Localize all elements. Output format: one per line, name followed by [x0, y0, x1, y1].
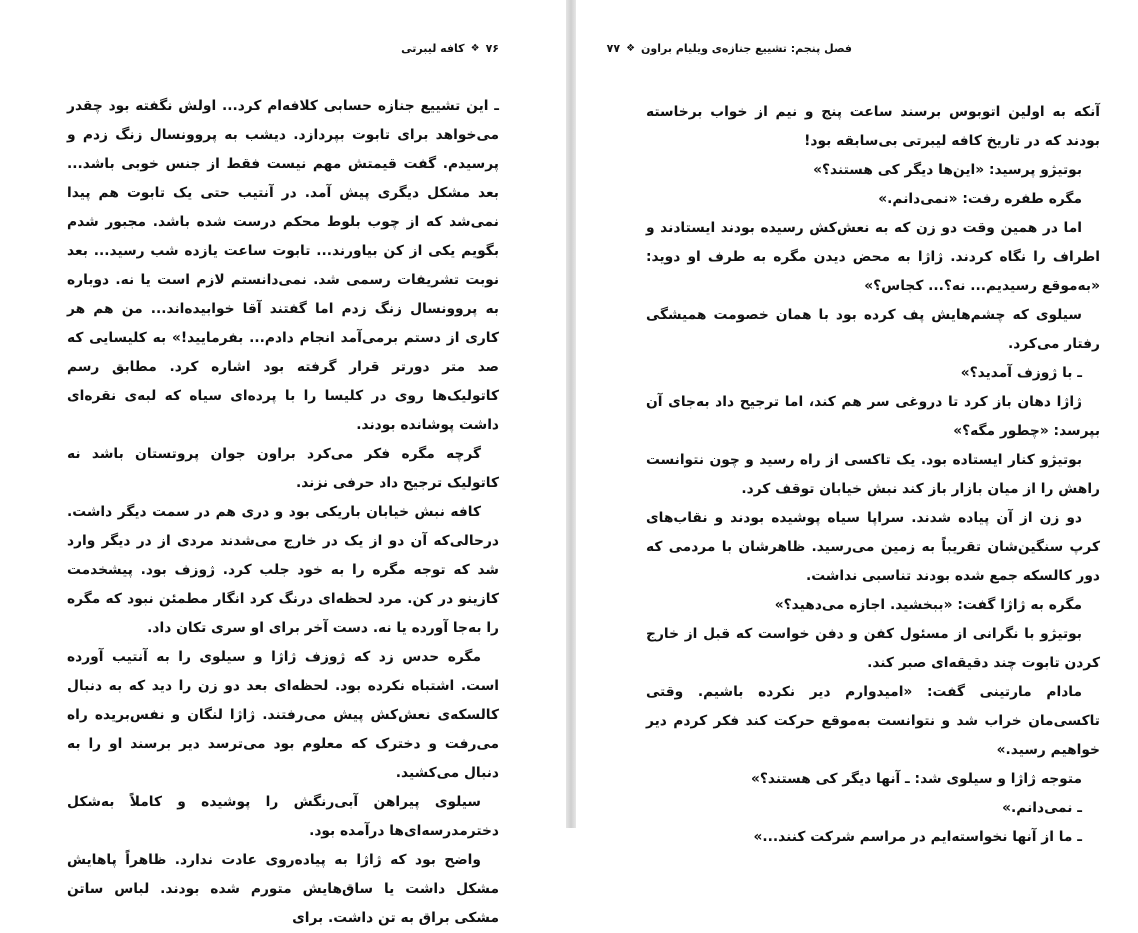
- paragraph: اما در همین وقت دو زن که به نعش‌کش رسیده بودند ایستادند و اطراف را نگاه کردند. ژاژا به محض دیدن مگره به طرف او دوید: «به‌موقع رسیدیم... نه؟... کجاس؟»: [646, 220, 1100, 294]
- left-page-header: [401, 42, 499, 55]
- diamond-separator-icon: ❖: [470, 43, 480, 54]
- paragraph: مگره به ژاژا گفت: «ببخشید. اجازه می‌دهید؟»: [774, 597, 1082, 613]
- right-page-body: [646, 98, 1100, 852]
- paragraph: کافه نبش خیابان باریکی بود و دری هم در سمت دیگر داشت. درحالی‌که آن دو از یک در خارج می‌شدند مردی از در دیگر وارد شد که توجه مگره را به خود جلب کرد. ژوزف بود. پیشخدمت کازینو در کن. مرد لحظه‌ای درنگ کرد انگار مطمئن نبود که مگره را به‌جا آورده یا نه. دست آخر برای او سری تکان داد.: [67, 504, 499, 636]
- paragraph: گرچه مگره فکر می‌کرد براون جوان پروتستان باشد نه کاتولیک ترجیح داد حرفی نزند.: [67, 446, 499, 491]
- left-page-body: [67, 92, 499, 933]
- right-page-header: [607, 42, 852, 55]
- book-title: کافه لیبرتی: [401, 42, 465, 55]
- paragraph: متوجه ژاژا و سیلوی شد: ـ آنها دیگر کی هستند؟»: [751, 771, 1082, 787]
- right-page: [576, 0, 1138, 845]
- book-spine-gutter: [566, 0, 576, 828]
- paragraph: واضح بود که ژاژا به پیاده‌روی عادت ندارد. ظاهراً پاهایش مشکل داشت یا ساق‌هایش متورم شده بودند. لباس ساتن مشکی براق به تن داشت. برای: [67, 852, 499, 926]
- left-page: [0, 0, 566, 926]
- left-page-number: ۷۶: [485, 42, 499, 55]
- paragraph: بوتیژو پرسید: «این‌ها دیگر کی هستند؟»: [813, 162, 1082, 178]
- paragraph: بوتیژو کنار ایستاده بود. یک تاکسی از راه رسید و چون نتوانست راهش را از میان بازار باز کند نبش خیابان توقف کرد.: [646, 452, 1100, 497]
- paragraph: ـ ما از آنها نخواسته‌ایم در مراسم شرکت کنند...»: [753, 829, 1082, 845]
- paragraph: بوتیژو با نگرانی از مسئول کفن و دفن خواست که قبل از خارج کردن تابوت چند دقیقه‌ای صبر کند.: [646, 626, 1100, 671]
- paragraph: دو زن از آن پیاده شدند. سراپا سیاه پوشیده بودند و نقاب‌های کرپ سنگین‌شان تقریباً به زمین می‌رسید. ظاهرشان با مردمی که دور کالسکه جمع شده بودند تناسبی نداشت.: [646, 510, 1100, 584]
- paragraph: سیلوی پیراهن آبی‌رنگش را پوشیده و کاملاً به‌شکل دخترمدرسه‌ای‌ها درآمده بود.: [67, 794, 499, 839]
- diamond-separator-icon: ❖: [626, 43, 636, 54]
- paragraph: ـ این تشییع جنازه حسابی کلافه‌ام کرد... اولش نگفته بود چقدر می‌خواهد برای تابوت بپردازد. دیشب به پروونسال زنگ زدم و پرسیدم. گفت قیمتش مهم نیست فقط از جنس خوبی باشد... بعد مشکل دیگری پیش آمد. در آنتیب حتی یک تابوت هم پیدا نمی‌شد که از چوب بلوط محکم درست شده باشد. مجبور شدم بگویم یکی از کن بیاورند... تابوت ساعت یازده شب رسید... بعد نوبت تشریفات رسمی شد. نمی‌دانستم لازم است یا نه. دوباره به پروونسال زنگ زدم اما گفتند آقا خوابیده‌اند... من هم هر کاری از دستم برمی‌آمد انجام دادم... بفرمایید!» به کلیسایی که صد متر دورتر قرار گرفته بود اشاره کرد. مطابق رسم کاتولیک‌ها روی در کلیسا را با پرده‌ای سیاه که لبه‌ی نقره‌ای داشت پوشانده بودند.: [67, 98, 499, 433]
- paragraph: ژاژا دهان باز کرد تا دروغی سر هم کند، اما ترجیح داد به‌جای آن بپرسد: «چطور مگه؟»: [646, 394, 1100, 439]
- paragraph: ـ با ژوزف آمدید؟»: [960, 365, 1082, 381]
- paragraph: مگره طفره رفت: «نمی‌دانم.»: [878, 191, 1082, 207]
- paragraph: مادام مارتینی گفت: «امیدوارم دیر نکرده باشیم. وقتی تاکسی‌مان خراب شد و نتوانست به‌موقع حرکت کند فکر کردم دیر خواهیم رسید.»: [646, 684, 1100, 758]
- chapter-title: فصل پنجم: تشییع جنازه‌ی ویلیام براون: [641, 42, 852, 55]
- paragraph: سیلوی که چشم‌هایش پف کرده بود با همان خصومت همیشگی رفتار می‌کرد.: [646, 307, 1100, 352]
- right-page-number: ۷۷: [606, 42, 621, 55]
- paragraph: آنکه به اولین اتوبوس برسند ساعت پنج و نیم از خواب برخاسته بودند که در تاریخ کافه لیبرتی بی‌سابقه بود!: [646, 104, 1100, 149]
- paragraph: مگره حدس زد که ژوزف ژاژا و سیلوی را به آنتیب آورده است. اشتباه نکرده بود. لحظه‌ای بعد دو زن را دید که به دنبال کالسکه‌ی نعش‌کش پیش می‌رفتند. ژاژا لنگان و نفس‌بریده راه می‌رفت و دخترک که معلوم بود می‌ترسد دیر برسند او را به دنبال می‌کشید.: [67, 649, 499, 781]
- paragraph: ـ نمی‌دانم.»: [1002, 800, 1082, 816]
